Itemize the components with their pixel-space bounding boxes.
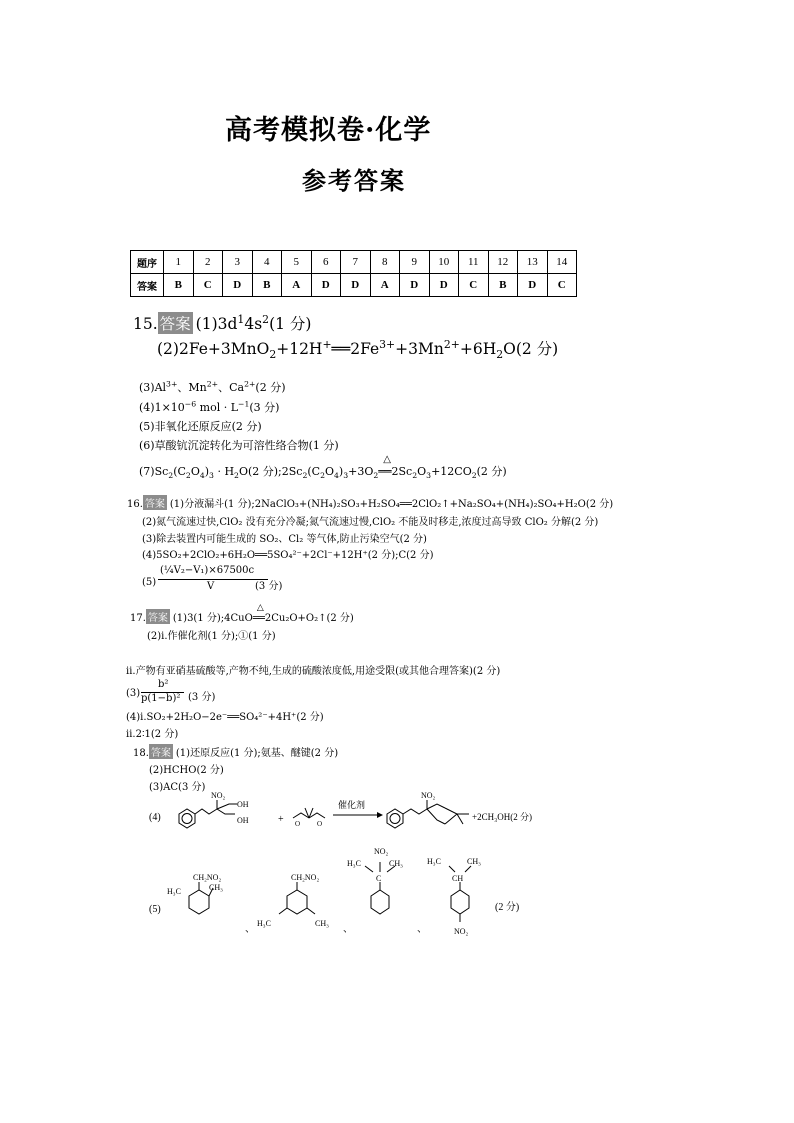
q15-line4: $(4)1\times 10^{-6}$ mol · $L^{-1}(3$ 分)	[139, 399, 280, 414]
table-cell: D	[429, 274, 459, 297]
ch3-label: CH₃	[315, 919, 329, 928]
no2-label: NO₂	[211, 791, 226, 800]
isomer-structures	[145, 842, 565, 942]
q16-line3: (3)除去装置内可能生成的 SO₂、Cl₂ 等气体,防止污染空气(2 分)	[142, 534, 427, 545]
question-number: 17.	[130, 613, 146, 624]
table-cell: D	[311, 274, 341, 297]
table-cell: 5	[282, 251, 312, 274]
dimethoxypropane-molecule	[293, 808, 325, 818]
separator: 、	[417, 924, 427, 935]
product-molecule	[387, 800, 469, 828]
ch2no2-label: CH₂NO₂	[193, 873, 222, 882]
question-number: 16.	[127, 499, 143, 510]
h3c-label: H₃C	[167, 887, 181, 896]
q16-line5-suffix: (3 分)	[255, 581, 283, 592]
ch3-label: CH₃	[389, 859, 403, 868]
separator: 、	[343, 924, 353, 935]
q17-fraction-denominator: p(1−b)²	[141, 693, 181, 704]
arrow-head	[377, 812, 383, 818]
no2-label: NO₂	[421, 791, 436, 800]
page-title: 高考模拟卷·化学	[225, 115, 432, 146]
q18-line3: (3)AC(3 分)	[149, 782, 206, 793]
oh-label: OH	[237, 816, 249, 825]
catalyst-label: 催化剂	[338, 800, 366, 810]
table-cell: A	[370, 274, 400, 297]
q16-line4: (4)5SO₂+2ClO₂+6H₂O══5SO₄²⁻+2Cl⁻+12H⁺(2 分);C(2 分)	[142, 550, 434, 561]
table-cell: C	[547, 274, 577, 297]
q17-line1: 17. 答案 (1)3(1 分);4CuO △ ══2Cu₂O+O₂↑(2 分)	[130, 603, 354, 624]
table-cell: D	[400, 274, 430, 297]
table-cell: 6	[311, 251, 341, 274]
answer-tag: 答案	[149, 744, 173, 759]
q15-line1: 15. 答案 $(1)3d^14s^2(1$ 分)	[133, 312, 312, 333]
heat-symbol: △	[383, 454, 391, 465]
table-cell: 1	[164, 251, 194, 274]
table-cell: B	[164, 274, 194, 297]
table-cell: D	[341, 274, 371, 297]
q16-fraction-numerator: (¼V₂−V₁)×67500c	[160, 565, 255, 576]
q17-line5: (4)ⅰ.SO₂+2H₂O−2e⁻══SO₄²⁻+4H⁺(2 分)	[126, 712, 324, 723]
table-cell: 2	[193, 251, 223, 274]
q15-line3: $(3)Al^{3+}$、$Mn^{2+}$、$Ca^{2+}(2$ 分)	[139, 379, 286, 394]
ch2no2-label: CH₂NO₂	[291, 873, 320, 882]
q16-line1: 16. 答案 (1)分液漏斗(1 分);2NaClO₃+(NH₄)₂SO₃+H₂SO₄══2ClO₂↑+Na₂SO₄+(NH₄)₂SO₄+H₂O(2 分)	[127, 495, 613, 510]
isomer-2	[279, 882, 315, 914]
table-cell: 10	[429, 251, 459, 274]
question-number: 18.	[133, 748, 149, 759]
q18-5-score: (2 分)	[495, 902, 520, 913]
q15-line7: $(7)Sc_2(C_2O_4)_3 \cdot H_2O(2$ 分)$;2Sc_2(C_2O_4)_3+3O_2$ △ $══2Sc_2O_3+12CO_2(2$ 分)	[139, 454, 507, 481]
table-row-answers	[131, 274, 577, 297]
q17-line4-prefix: (3)	[126, 688, 141, 699]
isomer-3	[365, 862, 395, 914]
no2-label: NO₂	[374, 847, 389, 856]
table-header-cell: 答案	[131, 274, 164, 297]
answer-table	[130, 250, 577, 297]
q16-fraction-denominator: V	[207, 581, 215, 592]
answer-tag: 答案	[158, 312, 193, 334]
ch-label: CH	[452, 874, 464, 883]
q15-line6: (6)草酸钪沉淀转化为可溶性络合物(1 分)	[139, 439, 339, 452]
h3c-label: H₃C	[257, 919, 271, 928]
table-cell: C	[193, 274, 223, 297]
h3c-label: H₃C	[427, 857, 441, 866]
q17-line3: ⅱ.产物有亚硝基硫酸等,产物不纯,生成的硫酸浓度低,用途受限(或其他合理答案)(2 分)	[126, 666, 501, 677]
ch3-label: CH₃	[209, 883, 223, 892]
table-cell: 4	[252, 251, 282, 274]
table-cell: 13	[518, 251, 548, 274]
q17-line6: ⅱ.2∶1(2 分)	[126, 729, 179, 740]
page-subtitle: 参考答案	[302, 166, 406, 195]
q17-line2: (2)ⅰ.作催化剂(1 分);①(1 分)	[147, 631, 276, 642]
table-row-numbers	[131, 251, 577, 274]
table-cell: 12	[488, 251, 518, 274]
no2-label: NO₂	[454, 927, 469, 936]
h3c-label: H₃C	[347, 859, 361, 868]
table-cell: 7	[341, 251, 371, 274]
table-cell: 14	[547, 251, 577, 274]
table-cell: 3	[223, 251, 253, 274]
q18-line1: 18. 答案 (1)还原反应(1 分);氨基、醚键(2 分)	[133, 744, 338, 759]
oh-label: OH	[237, 800, 249, 809]
answer-tag: 答案	[143, 495, 167, 510]
table-cell: 11	[459, 251, 489, 274]
q18-4-byproduct: +2CH₃OH(2 分)	[472, 812, 532, 822]
table-cell: B	[488, 274, 518, 297]
svg-text:O: O	[317, 820, 323, 828]
table-cell: D	[518, 274, 548, 297]
plus-sign: +	[278, 814, 284, 825]
table-cell: D	[223, 274, 253, 297]
q18-line2: (2)HCHO(2 分)	[149, 765, 224, 776]
fraction-bar	[158, 579, 268, 580]
heat-symbol: △	[256, 603, 264, 613]
q18-5-prefix: (5)	[149, 904, 161, 915]
table-cell: 9	[400, 251, 430, 274]
separator: 、	[245, 924, 255, 935]
q17-fraction-numerator: b²	[158, 679, 169, 690]
reaction-scheme	[145, 790, 625, 850]
q15-line2: $(2)2Fe+3MnO_2+12H^+══2Fe^{3+}+3Mn^{2+}+6H_2O(2$ 分)	[157, 337, 559, 362]
table-cell: C	[459, 274, 489, 297]
table-header-cell: 题序	[131, 251, 164, 274]
svg-text:O: O	[295, 820, 301, 828]
q16-line5-prefix: (5)	[142, 577, 157, 588]
question-number: 15.	[133, 315, 158, 333]
table-cell: B	[252, 274, 282, 297]
benzene-ring	[179, 800, 237, 828]
answer-tag: 答案	[146, 609, 170, 624]
ch3-label: CH₃	[467, 857, 481, 866]
table-cell: 8	[370, 251, 400, 274]
q15-line5: (5)非氧化还原反应(2 分)	[139, 420, 262, 433]
q18-4-prefix: (4)	[149, 812, 161, 823]
table-cell: A	[282, 274, 312, 297]
q16-line2: (2)氮气流速过快,ClO₂ 没有充分冷凝;氮气流速过慢,ClO₂ 不能及时移走,浓度过高导致 ClO₂ 分解(2 分)	[142, 517, 599, 528]
c-label: C	[376, 874, 382, 883]
q17-line4-suffix: (3 分)	[188, 692, 216, 703]
